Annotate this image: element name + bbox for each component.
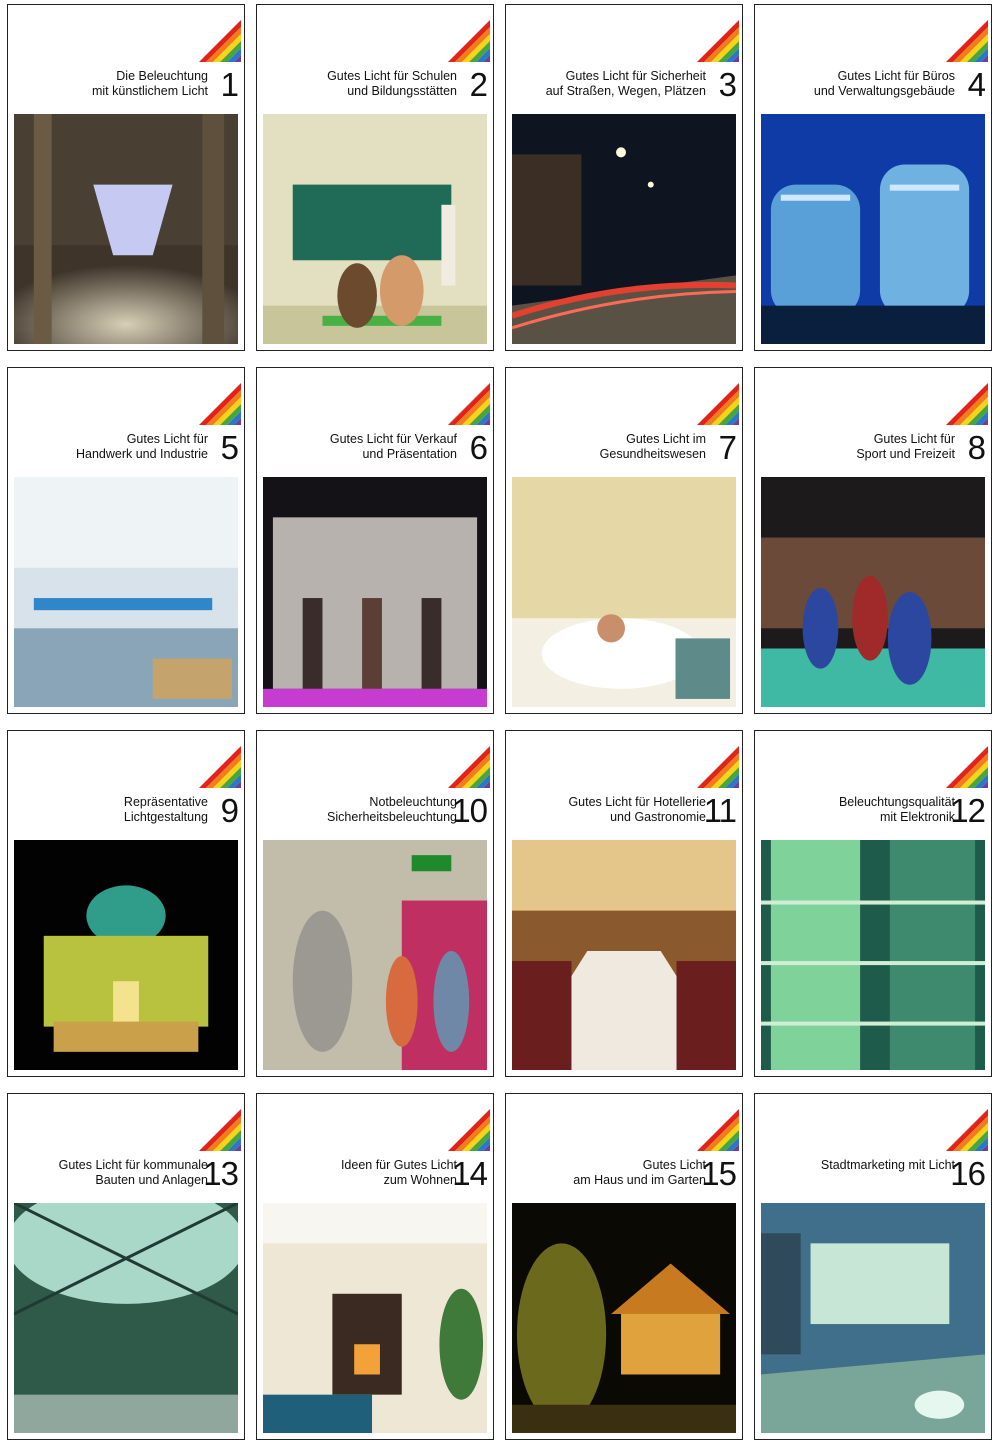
rainbow-logo xyxy=(187,371,241,425)
booklet-number: 6 xyxy=(469,429,487,466)
rainbow-logo xyxy=(187,734,241,788)
booklet-card-9[interactable] xyxy=(7,730,245,1077)
booklet-title: Die Beleuchtung mit künstlichem Licht xyxy=(91,69,208,98)
rainbow-logo xyxy=(934,371,988,425)
booklet-number: 3 xyxy=(718,66,736,103)
booklet-title: Gutes Licht für kommunale Bauten und Anlagen xyxy=(58,1158,208,1187)
booklet-number: 5 xyxy=(220,429,238,466)
booklet-number: 14 xyxy=(452,1155,487,1192)
cover-photo-atrium-offices xyxy=(761,840,985,1070)
rainbow-logo xyxy=(685,734,739,788)
booklet-card-13[interactable] xyxy=(7,1093,245,1440)
cover-photo-emergency-exit xyxy=(263,840,487,1070)
booklet-number: 7 xyxy=(718,429,736,466)
booklet-title: Gutes Licht für Hotellerie und Gastronomie xyxy=(568,795,706,824)
cover-photo-classroom xyxy=(263,114,487,344)
booklet-title: Gutes Licht für Schulen und Bildungsstätten xyxy=(327,69,457,98)
booklet-number: 11 xyxy=(703,792,736,829)
cover-photo-sports-hall xyxy=(761,477,985,707)
booklet-number: 4 xyxy=(967,66,985,103)
rainbow-logo xyxy=(436,1097,490,1151)
booklet-number: 12 xyxy=(950,792,985,829)
booklet-card-12[interactable] xyxy=(754,730,992,1077)
booklet-number: 13 xyxy=(203,1155,238,1192)
booklet-number: 10 xyxy=(452,792,487,829)
cover-photo-living-room xyxy=(263,1203,487,1433)
booklet-number: 9 xyxy=(220,792,238,829)
rainbow-logo xyxy=(187,1097,241,1151)
booklet-title: Gutes Licht im Gesundheitswesen xyxy=(599,432,706,461)
booklet-number: 1 xyxy=(220,66,238,103)
booklet-number: 16 xyxy=(950,1155,985,1192)
booklet-title: Gutes Licht für Büros und Verwaltungsgebäude xyxy=(813,69,955,98)
booklet-number: 8 xyxy=(967,429,985,466)
booklet-title: Ideen für Gutes Licht zum Wohnen xyxy=(340,1158,457,1187)
cover-photo-hall xyxy=(14,114,238,344)
booklet-card-16[interactable] xyxy=(754,1093,992,1440)
booklet-card-10[interactable] xyxy=(256,730,494,1077)
booklet-card-14[interactable] xyxy=(256,1093,494,1440)
rainbow-logo xyxy=(436,8,490,62)
booklet-card-4[interactable] xyxy=(754,4,992,351)
rainbow-logo xyxy=(934,734,988,788)
cover-photo-office-buildings xyxy=(761,114,985,344)
cover-photo-workshop xyxy=(14,477,238,707)
rainbow-logo xyxy=(934,8,988,62)
rainbow-logo xyxy=(685,371,739,425)
booklet-title: Stadtmarketing mit Licht xyxy=(820,1158,955,1172)
rainbow-logo xyxy=(934,1097,988,1151)
rainbow-logo xyxy=(685,1097,739,1151)
booklet-title: Gutes Licht für Handwerk und Industrie xyxy=(75,432,208,461)
booklet-title: Repräsentative Lichtgestaltung xyxy=(123,795,208,824)
cover-photo-shop-window xyxy=(263,477,487,707)
booklet-number: 15 xyxy=(701,1155,736,1192)
booklet-card-5[interactable] xyxy=(7,367,245,714)
booklet-card-7[interactable] xyxy=(505,367,743,714)
booklet-number: 2 xyxy=(469,66,487,103)
booklet-title: Beleuchtungsqualität mit Elektronik xyxy=(838,795,955,824)
booklet-card-11[interactable] xyxy=(505,730,743,1077)
booklet-card-2[interactable] xyxy=(256,4,494,351)
booklet-card-6[interactable] xyxy=(256,367,494,714)
rainbow-logo xyxy=(436,371,490,425)
cover-photo-restaurant xyxy=(512,840,736,1070)
booklet-title: Notbeleuchtung Sicherheitsbeleuchtung xyxy=(327,795,457,824)
booklet-card-8[interactable] xyxy=(754,367,992,714)
booklet-title: Gutes Licht am Haus und im Garten xyxy=(573,1158,706,1187)
cover-photo-domed-building xyxy=(14,840,238,1070)
cover-photo-street-night xyxy=(512,114,736,344)
booklet-title: Gutes Licht für Sport und Freizeit xyxy=(856,432,955,461)
cover-photo-hospital-bed xyxy=(512,477,736,707)
rainbow-logo xyxy=(187,8,241,62)
booklet-card-1[interactable] xyxy=(7,4,245,351)
booklet-card-15[interactable] xyxy=(505,1093,743,1440)
cover-photo-glass-dome xyxy=(14,1203,238,1433)
cover-photo-city-square xyxy=(761,1203,985,1433)
booklet-title: Gutes Licht für Sicherheit auf Straßen, Wegen, Plätzen xyxy=(545,69,706,98)
cover-photo-house-garden xyxy=(512,1203,736,1433)
booklet-title: Gutes Licht für Verkauf und Präsentation xyxy=(329,432,457,461)
booklet-card-3[interactable] xyxy=(505,4,743,351)
rainbow-logo xyxy=(436,734,490,788)
rainbow-logo xyxy=(685,8,739,62)
